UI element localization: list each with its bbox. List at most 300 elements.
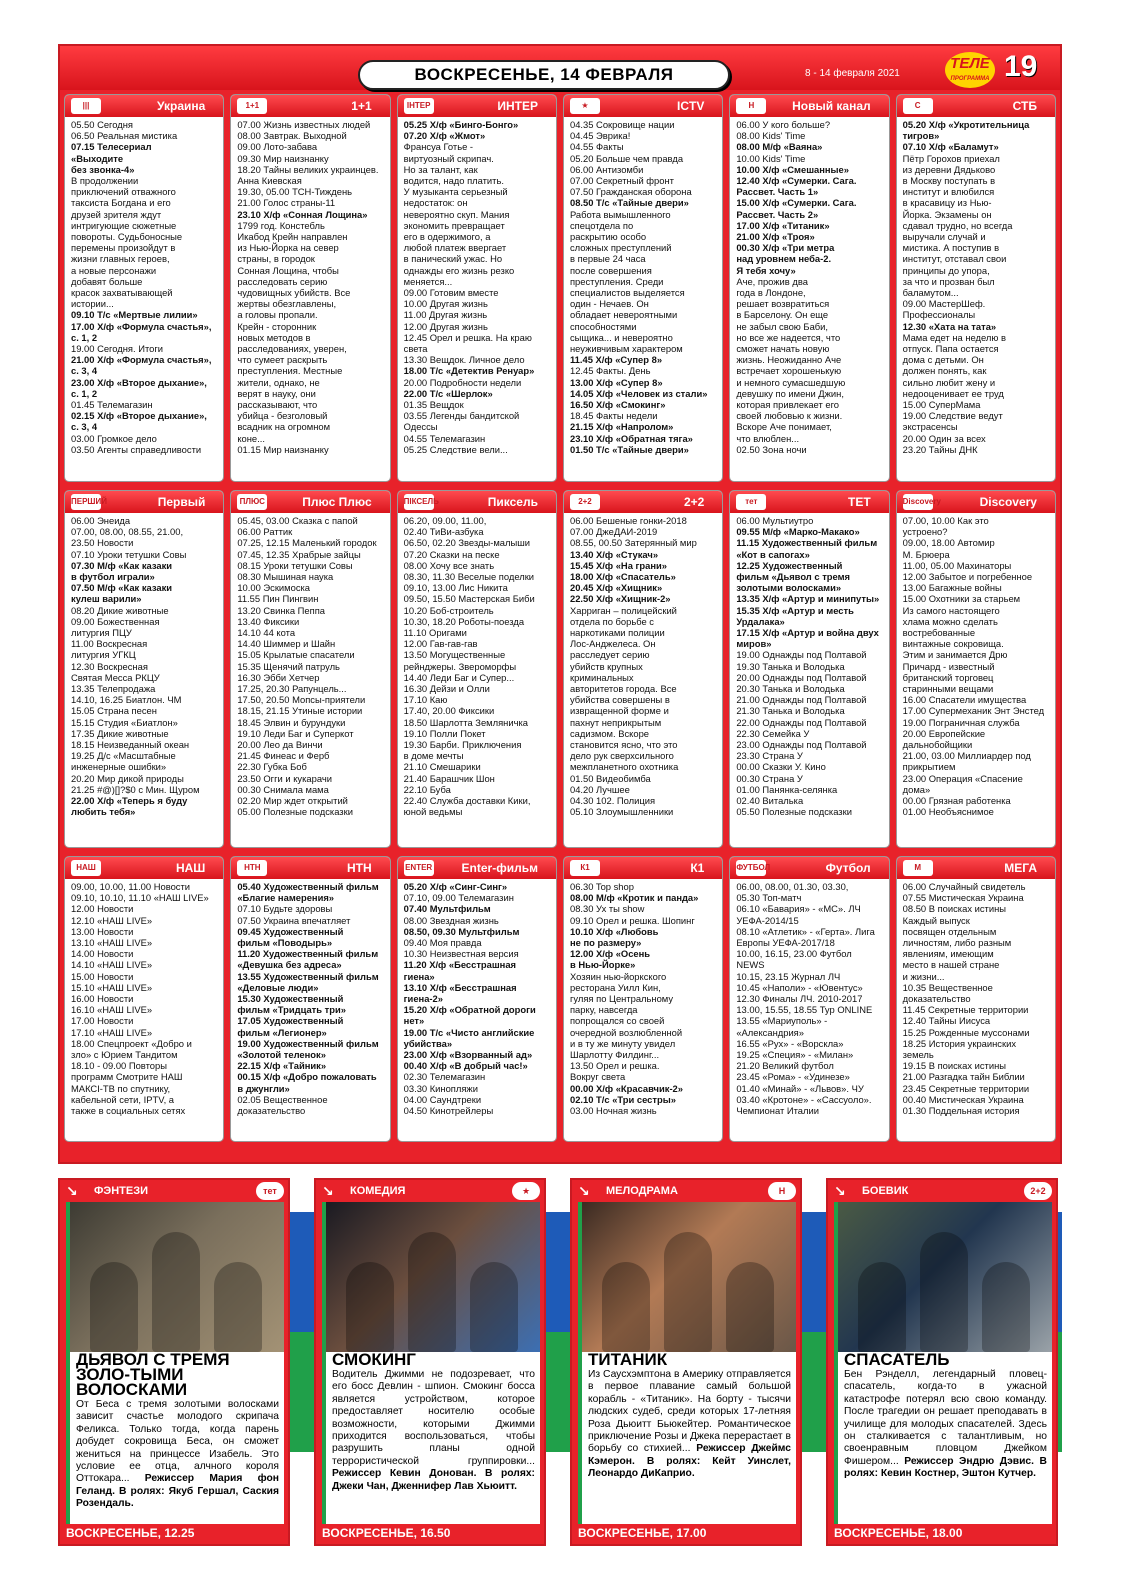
- schedule-line: 04.55 Факты: [569, 141, 624, 153]
- schedule-line: 04.35 Сокровище нации: [569, 119, 675, 130]
- channel-name: Плюс Плюс: [302, 495, 372, 509]
- channel-logo-icon: Н: [736, 98, 766, 114]
- schedule-line: 13.30 Вещдок. Личное дело: [403, 354, 525, 366]
- schedule-line: экономить превращает: [403, 219, 505, 231]
- schedule-line: 15.05 Крылатые спасатели: [237, 649, 355, 661]
- promo-credits: Режиссер Кевин Донован. В ролях: Джеки Чан, Дженнифер Лав Хьюитт.: [332, 1468, 535, 1492]
- schedule-line: без звонка-4»: [71, 163, 135, 175]
- schedule-line: Из самого настоящего: [902, 604, 1000, 616]
- schedule-line: 07.45, 12.35 Храбрые зайцы: [237, 548, 361, 560]
- schedule-line: 05.30 Топ-матч: [736, 892, 802, 904]
- schedule-line: преступления. Среди: [569, 275, 664, 287]
- schedule-line: Пётр Горохов приехал: [902, 152, 1000, 164]
- channel-row: [64, 94, 1056, 482]
- schedule-line: 10.35 Вещественное: [902, 981, 993, 993]
- schedule-line: 21.00 Х/ф «Троя»: [736, 231, 815, 243]
- schedule-line: рейнджеры. Звероморфы: [403, 660, 517, 672]
- schedule-line: 12.30 «Хата на тата»: [902, 320, 997, 332]
- schedule-line: и немного сумасшедшую: [736, 376, 846, 388]
- schedule-line: наркотиками полиции: [569, 627, 665, 639]
- channel-grid: [64, 94, 1056, 1150]
- schedule-line: над уровнем неба-2.: [736, 253, 832, 265]
- schedule-line: 02.30 Телемагазин: [403, 1071, 486, 1083]
- schedule-line: виртуозный скрипач.: [403, 152, 494, 164]
- schedule-line: ресторана Уилл Кин,: [569, 981, 661, 993]
- schedule-line: 15.10 «НАШ LIVE»: [71, 981, 153, 993]
- schedule-line: что сумеет раскрыть: [237, 354, 328, 366]
- schedule-line: 00.40 Х/ф «В добрый час!»: [403, 1060, 528, 1072]
- schedule-line: 16.55 «Рух» - «Ворскла»: [736, 1037, 844, 1049]
- schedule-line: 00.00 Грязная работенка: [902, 795, 1011, 807]
- schedule-line: доказательство: [237, 1105, 306, 1117]
- schedule-line: садизмом. Вскоре: [569, 727, 649, 739]
- schedule-line: 12.40 Тайны Иисуса: [902, 1015, 991, 1027]
- promo-airtime: ВОСКРЕСЕНЬЕ, 17.00: [578, 1526, 707, 1540]
- schedule-line: Анна Киевская: [237, 175, 302, 187]
- schedule-line: 21.00 Х/ф «Формула счастья»,: [71, 354, 212, 366]
- schedule-line: 04.55 Телемагазин: [403, 432, 486, 444]
- channel-card: [64, 490, 224, 848]
- schedule-line: 01.15 Мир наизнанку: [237, 443, 329, 455]
- schedule-line: 01.35 Вещдок: [403, 399, 464, 411]
- schedule-line: дома»: [902, 783, 931, 795]
- schedule-line: Святая Месса РКЦУ: [71, 671, 160, 683]
- channel-logo-icon: M: [903, 860, 933, 876]
- schedule-line: 12.10 «НАШ LIVE»: [71, 914, 153, 926]
- schedule-line: в Барселону. Он еще: [736, 309, 829, 321]
- channel-card: [397, 490, 557, 848]
- schedule-line: Харриган – полицейский: [569, 604, 677, 616]
- schedule-line: 21.25 #@)[]?$0 с Мин. Щуром: [71, 783, 200, 795]
- schedule-line: 05.10 Злоумышленники: [569, 806, 674, 818]
- schedule-line: 22.30 Семейка У: [736, 727, 810, 739]
- schedule-line: чудовищных убийств. Все: [237, 287, 351, 299]
- channel-card: [729, 490, 889, 848]
- schedule-line: верят в науку, они: [237, 387, 316, 399]
- schedule-line: «Девушка без адреса»: [237, 959, 342, 971]
- figure-silhouette: [982, 1262, 1030, 1352]
- schedule-line: неуживчивым характером: [569, 343, 683, 355]
- schedule-line: 07.00 ДжеДАИ-2019: [569, 526, 658, 538]
- schedule-line: 13.10 Х/ф «Бесстрашная: [403, 981, 517, 993]
- schedule-line: убийства совершены в: [569, 694, 670, 706]
- schedule-line: Причард - известный: [902, 660, 995, 672]
- schedule-line: инженерные ошибки»: [71, 761, 167, 773]
- schedule-line: Я тебя хочу»: [736, 264, 796, 276]
- schedule-line: NEWS: [736, 959, 765, 971]
- promo-description: Водитель Джимми не подозревает, что его босс Девлин - шпион. Смокинг босса является устройством, которое предоставляет носителю особые возможности, которыми Джимми приходится воспользоваться, чтобы разрушить планы одной террористической группировки... Режиссер Кевин Донован. В ролях: Джеки Чан, Дженнифер Лав Хьюитт.: [332, 1369, 535, 1492]
- schedule-line: Франсуа Готье -: [403, 141, 474, 153]
- channel-header: [564, 95, 722, 117]
- promo-credits: Режиссер Джеймс Кэмерон. В ролях: Кейт Уинслет, Леонардо ДиКаприо.: [588, 1443, 791, 1480]
- schedule-line: фильм «Тридцать три»: [237, 1004, 346, 1016]
- schedule-line: 00.00 Сказки У. Кино: [736, 761, 826, 773]
- schedule-list: [398, 879, 556, 1119]
- schedule-line: 02.40 ТиВи-азбука: [403, 526, 484, 538]
- schedule-line: сыщика... и невероятно: [569, 331, 673, 343]
- schedule-line: 17.10 Каю: [403, 694, 448, 706]
- schedule-line: зло» с Юрием Тандитом: [71, 1049, 178, 1061]
- schedule-line: добавят больше: [71, 275, 143, 287]
- channel-name: Enter-фильм: [461, 861, 538, 875]
- schedule-line: 02.05 Вещественное: [237, 1093, 328, 1105]
- schedule-line: 12.40 Х/ф «Сумерки. Сага.: [736, 175, 857, 187]
- schedule-line: 20.00 Однажды под Полтавой: [736, 671, 867, 683]
- schedule-list: [231, 117, 389, 458]
- schedule-line: 07.25, 12.15 Маленький городок: [237, 537, 377, 549]
- schedule-line: 18.00 Т/с «Детектив Ренуар»: [403, 365, 535, 377]
- schedule-line: 10.30, 18.20 Роботы-поезда: [403, 615, 525, 627]
- schedule-line: дома с детьми. Он: [902, 354, 984, 366]
- schedule-line: 04.45 Эврика!: [569, 130, 631, 142]
- schedule-line: 06.00, 08.00, 01.30, 03.30,: [736, 881, 849, 892]
- channel-header: [730, 857, 888, 879]
- schedule-line: 1799 год. Констебль: [237, 219, 325, 231]
- schedule-line: Крейн - сторонник: [237, 320, 317, 332]
- schedule-line: после совершения: [569, 264, 652, 276]
- schedule-line: 10.00 Х/ф «Смешанные»: [736, 163, 849, 175]
- schedule-line: востребованные: [902, 627, 976, 639]
- channel-logo-icon: 1+1: [237, 98, 267, 114]
- schedule-line: 10.30 Неизвестная версия: [403, 948, 519, 960]
- channel-card: [230, 856, 390, 1142]
- schedule-line: 07.10 Х/ф «Баламут»: [902, 141, 999, 153]
- schedule-line: 07.00 Секретный фронт: [569, 175, 674, 187]
- schedule-list: [564, 879, 722, 1119]
- schedule-line: 01.50 Т/с «Тайные двери»: [569, 443, 689, 455]
- schedule-line: 14.10, 16.25 Биатлон. ЧМ: [71, 694, 182, 706]
- schedule-line: красок захватывающей: [71, 287, 173, 299]
- schedule-line: 05.50 Полезные подсказки: [736, 806, 852, 818]
- schedule-line: 15.15 Студия «Биатлон»: [71, 716, 178, 728]
- schedule-line: 12.30 Воскресная: [71, 660, 148, 672]
- schedule-line: любой платеж ввергает: [403, 242, 507, 254]
- schedule-line: 10.00 Эскимоска: [237, 582, 311, 594]
- schedule-line: 21.45 Финеас и Ферб: [237, 750, 330, 762]
- schedule-line: У музыканта серьезный: [403, 186, 508, 198]
- schedule-line: 19.30 Танька и Володька: [736, 660, 845, 672]
- schedule-line: в панический ужас. Но: [403, 253, 503, 265]
- schedule-line: Сонная Лощина, чтобы: [237, 264, 339, 276]
- logo-text: ТЕЛЕ: [950, 55, 990, 72]
- channel-header: [730, 491, 888, 513]
- channel-name: МЕГА: [1004, 861, 1037, 875]
- channel-logo-icon: 2+2: [570, 494, 600, 510]
- schedule-line: 07.00 Жизнь известных людей: [237, 119, 371, 130]
- channel-header: [897, 95, 1055, 117]
- channel-logo-icon: |||: [71, 98, 101, 114]
- schedule-line: миров»: [736, 638, 772, 650]
- channel-logo-icon: ПІКСЕЛЬ: [404, 494, 434, 510]
- schedule-line: убийца - безголовый: [237, 410, 328, 422]
- schedule-line: 09.00 Божественная: [71, 615, 160, 627]
- schedule-line: расследованиях, уверен,: [237, 343, 347, 355]
- schedule-line: и в ту же минуту увидел: [569, 1037, 676, 1049]
- schedule-line: 19.15 В поисках истины: [902, 1060, 1006, 1072]
- schedule-list: [730, 879, 888, 1119]
- schedule-line: 11.55 Пин Пингвин: [237, 593, 319, 605]
- channel-header: [398, 491, 556, 513]
- featured-movies: [58, 1178, 1062, 1546]
- schedule-line: 12.45 Орел и решка. На краю: [403, 331, 532, 343]
- schedule-line: место в нашей стране: [902, 959, 1000, 971]
- logo-sub: ПРОГРАММА: [950, 76, 990, 82]
- schedule-line: 09.00, 18.00 Автомир: [902, 537, 995, 549]
- schedule-line: 15.00 Охотники за старьем: [902, 593, 1021, 605]
- schedule-list: [730, 513, 888, 820]
- schedule-line: любить тебя»: [71, 806, 136, 818]
- schedule-line: 14.40 Шиммер и Шайн: [237, 638, 336, 650]
- schedule-line: Работа вымышленного: [569, 208, 671, 220]
- schedule-line: 14.10 «НАШ LIVE»: [71, 959, 153, 971]
- schedule-line: 00.30 Х/ф «Три метра: [736, 242, 835, 254]
- channel-logo-icon: ★: [570, 98, 600, 114]
- figure-silhouette: [470, 1262, 518, 1352]
- promo-credits: Режиссер Мария фон Геланд. В ролях: Якуб Гершал, Саския Розендаль.: [76, 1473, 279, 1510]
- schedule-line: 19.10 Леди Баг и Суперкот: [237, 727, 354, 739]
- channel-logo-icon: ★: [512, 1182, 540, 1200]
- schedule-line: 15.35 Щенячий патруль: [237, 660, 340, 672]
- schedule-line: 07.15 Телесериал: [71, 141, 152, 153]
- figure-silhouette: [152, 1232, 200, 1352]
- schedule-line: 21.10 Смешарики: [403, 761, 481, 773]
- schedule-line: Вокруг света: [569, 1071, 626, 1083]
- schedule-line: 18.20 Тайны великих украинцев.: [237, 163, 379, 175]
- promo-title: СПАСАТЕЛЬ: [844, 1350, 950, 1369]
- channel-card: [397, 856, 557, 1142]
- schedule-line: 05.00 Полезные подсказки: [237, 806, 353, 818]
- schedule-line: убийства»: [403, 1037, 453, 1049]
- schedule-line: за что и прозван был: [902, 275, 995, 287]
- schedule-line: 07.40 Мультфильм: [403, 903, 491, 915]
- schedule-line: 03.00 Громкое дело: [71, 432, 157, 444]
- schedule-line: «Благие намерения»: [237, 892, 335, 904]
- schedule-line: 05.25 Х/ф «Бинго-Бонго»: [403, 119, 519, 130]
- schedule-line: 23.45 «Рома» - «Удинезе»: [736, 1071, 850, 1083]
- schedule-line: 11.00 Воскресная: [71, 638, 148, 650]
- schedule-line: 15.00 СуперМама: [902, 399, 981, 411]
- schedule-list: [398, 117, 556, 458]
- schedule-line: 17.40, 20.00 Фиксики: [403, 705, 495, 717]
- schedule-line: его в одержимого, а: [403, 231, 491, 243]
- schedule-line: баламутом...: [902, 287, 959, 299]
- schedule-line: 19.00 Художественный фильм: [237, 1037, 379, 1049]
- channel-name: Украина: [157, 99, 206, 113]
- schedule-line: Но за талант, как: [403, 163, 478, 175]
- schedule-line: 23.00 Х/ф «Второе дыхание»,: [71, 376, 207, 388]
- schedule-line: 13.35 Х/ф «Артур и минипуты»: [736, 593, 880, 605]
- schedule-line: 15.00 Новости: [71, 970, 134, 982]
- schedule-line: 06.00 Бешеные гонки-2018: [569, 515, 687, 526]
- schedule-line: 09.00 Готовим вместе: [403, 287, 499, 299]
- schedule-line: жизнь. Неожиданно Аче: [736, 354, 842, 366]
- schedule-line: должен понять, как: [902, 365, 987, 377]
- schedule-line: 09.45 Художественный: [237, 925, 344, 937]
- schedule-line: невероятно скуп. Мания: [403, 208, 510, 220]
- schedule-list: [897, 513, 1055, 820]
- schedule-line: в Москву поступать в: [902, 175, 996, 187]
- schedule-line: 18.15, 21.15 Утиные истории: [237, 705, 363, 717]
- schedule-line: 08.30, 11.30 Веселые поделки: [403, 571, 535, 583]
- schedule-line: 07.10 Будьте здоровы: [237, 903, 333, 915]
- schedule-list: [231, 879, 389, 1119]
- schedule-line: с. 1, 2: [71, 387, 98, 399]
- promo-title: ТИТАНИК: [588, 1350, 668, 1369]
- schedule-line: 13.10 «НАШ LIVE»: [71, 937, 153, 949]
- channel-name: К1: [690, 861, 705, 875]
- schedule-line: очередной возлюбленной: [569, 1026, 683, 1038]
- schedule-line: 22.00 Однажды под Полтавой: [736, 716, 867, 728]
- promo-genre: ↘ КОМЕДИЯ ★: [316, 1180, 544, 1202]
- schedule-line: 20.20 Мир дикой природы: [71, 772, 184, 784]
- schedule-line: «Выходите: [71, 152, 124, 164]
- schedule-line: 10.15, 23.15 Журнал ЛЧ: [736, 970, 841, 982]
- schedule-line: 08.00 Звездная жизнь: [403, 914, 499, 926]
- schedule-line: 06.00 Случайный свидетель: [902, 881, 1026, 892]
- schedule-line: 08.00 Хочу все знать: [403, 559, 495, 571]
- schedule-line: 08.20 Дикие животные: [71, 604, 169, 616]
- magazine-logo: [945, 52, 995, 88]
- schedule-line: 21.00 Разгадка тайн Библии: [902, 1071, 1025, 1083]
- schedule-line: 00.40 Мистическая Украина: [902, 1093, 1024, 1105]
- schedule-line: жители, однако, не: [237, 376, 320, 388]
- schedule-line: года в Лондоне,: [736, 287, 806, 299]
- schedule-line: программ Смотрите НАШ: [71, 1071, 183, 1083]
- schedule-line: 06.00 Энеида: [71, 515, 131, 526]
- schedule-line: 03.40 «Кротоне» - «Сассуоло».: [736, 1093, 872, 1105]
- figure-silhouette: [726, 1262, 774, 1352]
- schedule-line: 11.00, 05.00 Махинаторы: [902, 559, 1012, 571]
- schedule-line: 08.50, 09.30 Мультфильм: [403, 925, 520, 937]
- schedule-line: 06.10 «Бавария» - «МС». ЛЧ: [736, 903, 861, 915]
- schedule-line: принципы до упора,: [902, 264, 990, 276]
- schedule-line: 05.45, 03.00 Сказка с папой: [237, 515, 358, 526]
- figure-silhouette: [664, 1232, 712, 1352]
- schedule-list: [65, 117, 223, 458]
- schedule-line: 20.45 Х/ф «Хищник»: [569, 582, 663, 594]
- schedule-line: 15.35 Х/ф «Артур и месть: [736, 604, 854, 616]
- schedule-line: 09.10 Орел и решка. Шопинг: [569, 914, 695, 926]
- schedule-line: 22.00 Х/ф «Теперь я буду: [71, 795, 188, 807]
- schedule-line: 02.40 Виталька: [736, 795, 804, 807]
- schedule-line: 09.00 Лото-забава: [237, 141, 318, 153]
- schedule-line: коне...: [237, 432, 265, 444]
- schedule-line: 21.00, 03.00 Миллиардер под: [902, 750, 1031, 762]
- movie-still-image: [838, 1202, 1052, 1352]
- schedule-line: 13.00, 15.55, 18.55 Тур ONLINE: [736, 1004, 873, 1016]
- schedule-line: 08.00 Kids' Time: [736, 130, 806, 142]
- schedule-line: 23.00 Однажды под Полтавой: [736, 739, 867, 751]
- schedule-line: 13.20 Свинка Пеппа: [237, 604, 326, 616]
- schedule-line: 00.00 Х/ф «Красавчик-2»: [569, 1082, 683, 1094]
- schedule-line: 09.40 Моя правда: [403, 937, 482, 949]
- promo-card: [314, 1178, 546, 1546]
- schedule-line: 21.00 Однажды под Полтавой: [736, 694, 867, 706]
- schedule-line: Хозяин нью-йоркского: [569, 970, 667, 982]
- promo-card: [826, 1178, 1058, 1546]
- schedule-line: убийств крупных: [569, 660, 643, 672]
- schedule-line: расследует серию: [569, 649, 650, 661]
- schedule-line: 01.45 Телемагазин: [71, 399, 153, 411]
- schedule-line: перемены произойдут в: [71, 242, 176, 254]
- promo-genre: ↘ МЕЛОДРАМА Н: [572, 1180, 800, 1202]
- schedule-line: явлениям, имеющим: [902, 948, 994, 960]
- schedule-line: 18.00 Спецпроект «Добро и: [71, 1037, 192, 1049]
- schedule-line: криминальных: [569, 671, 634, 683]
- schedule-line: 12.00 Гав-гав-гав: [403, 638, 478, 650]
- schedule-line: в Нью-Йорке»: [569, 959, 636, 971]
- schedule-line: 22.40 Служба доставки Кики,: [403, 795, 531, 807]
- schedule-line: 18.45 Факты недели: [569, 410, 658, 422]
- channel-card: [64, 856, 224, 1142]
- schedule-line: В продолжении: [71, 175, 139, 187]
- schedule-line: винтажные сокровища.: [902, 638, 1004, 650]
- schedule-line: попрощался со своей: [569, 1015, 665, 1027]
- channel-logo-icon: C: [903, 98, 933, 114]
- schedule-line: 04.50 Кинотрейлеры: [403, 1105, 494, 1117]
- schedule-line: 06.00 Раттик: [237, 526, 293, 538]
- schedule-line: 19.25 Д/с «Масштабные: [71, 750, 176, 762]
- schedule-line: 19.00 Следствие ведут: [902, 410, 1003, 422]
- figure-silhouette: [920, 1232, 968, 1352]
- schedule-line: отдела по борьбе с: [569, 615, 654, 627]
- schedule-line: 11.45 Секретные территории: [902, 1004, 1029, 1016]
- schedule-line: 16.10 «НАШ LIVE»: [71, 1004, 153, 1016]
- schedule-line: сложных преступлений: [569, 242, 672, 254]
- schedule-line: расследовать серию: [237, 275, 328, 287]
- schedule-line: 16.30 Эбби Хетчер: [237, 671, 320, 683]
- schedule-line: становится ясно, что это: [569, 739, 678, 751]
- schedule-line: 23.00 Операция «Спасение: [902, 772, 1023, 784]
- schedule-line: 01.40 «Минай» - «Львов». ЧУ: [736, 1082, 864, 1094]
- figure-silhouette: [858, 1262, 906, 1352]
- promo-body: [834, 1202, 1052, 1524]
- schedule-line: 17.00 Х/ф «Титаник»: [736, 219, 830, 231]
- schedule-line: 05.20 Х/ф «Синг-Синг»: [403, 881, 508, 892]
- schedule-line: межпланетного охотника: [569, 761, 679, 773]
- schedule-line: 08.50 В поисках истины: [902, 903, 1006, 915]
- movie-still-image: [70, 1202, 284, 1352]
- schedule-line: друзей зрителя ждут: [71, 208, 162, 220]
- schedule-line: 09.50, 15.50 Мастерская Биби: [403, 593, 535, 605]
- schedule-line: гиена»: [403, 970, 435, 982]
- schedule-line: 20.30 Танька и Володька: [736, 683, 845, 695]
- channel-name: Новый канал: [792, 99, 871, 113]
- schedule-line: Вскоре Аче понимает,: [736, 421, 832, 433]
- schedule-line: 17.35 Дикие животные: [71, 727, 169, 739]
- schedule-line: 12.00 Другая жизнь: [403, 320, 488, 332]
- schedule-line: 16.50 Х/ф «Смокинг»: [569, 399, 666, 411]
- schedule-line: а новые персонажи: [71, 264, 157, 276]
- schedule-line: 07.00, 08.00, 08.55, 21.00,: [71, 526, 184, 538]
- date-range: 8 - 14 февраля 2021: [805, 68, 900, 79]
- schedule-line: 23.10 Х/ф «Сонная Лощина»: [237, 208, 368, 220]
- schedule-line: 08.30 Ух ты show: [569, 903, 645, 915]
- schedule-line: 13.50 Могущественные: [403, 649, 506, 661]
- schedule-line: 17.00 Новости: [71, 1015, 134, 1027]
- schedule-line: Лос-Анджелеса. Он: [569, 638, 656, 650]
- schedule-line: 05.20 Больше чем правда: [569, 152, 684, 164]
- schedule-line: 06.00 Мультиутро: [736, 515, 814, 526]
- schedule-line: жизни главных героев,: [71, 253, 170, 265]
- schedule-line: 13.40 Фиксики: [237, 615, 300, 627]
- channel-logo-icon: 2+2: [1024, 1182, 1052, 1200]
- schedule-line: фильм «Дьявол с тремя: [736, 571, 851, 583]
- schedule-line: гуляя по Центральному: [569, 993, 674, 1005]
- schedule-line: в красавицу из Нью-: [902, 197, 992, 209]
- schedule-list: [65, 513, 223, 820]
- schedule-line: 19.10 Полли Покет: [403, 727, 486, 739]
